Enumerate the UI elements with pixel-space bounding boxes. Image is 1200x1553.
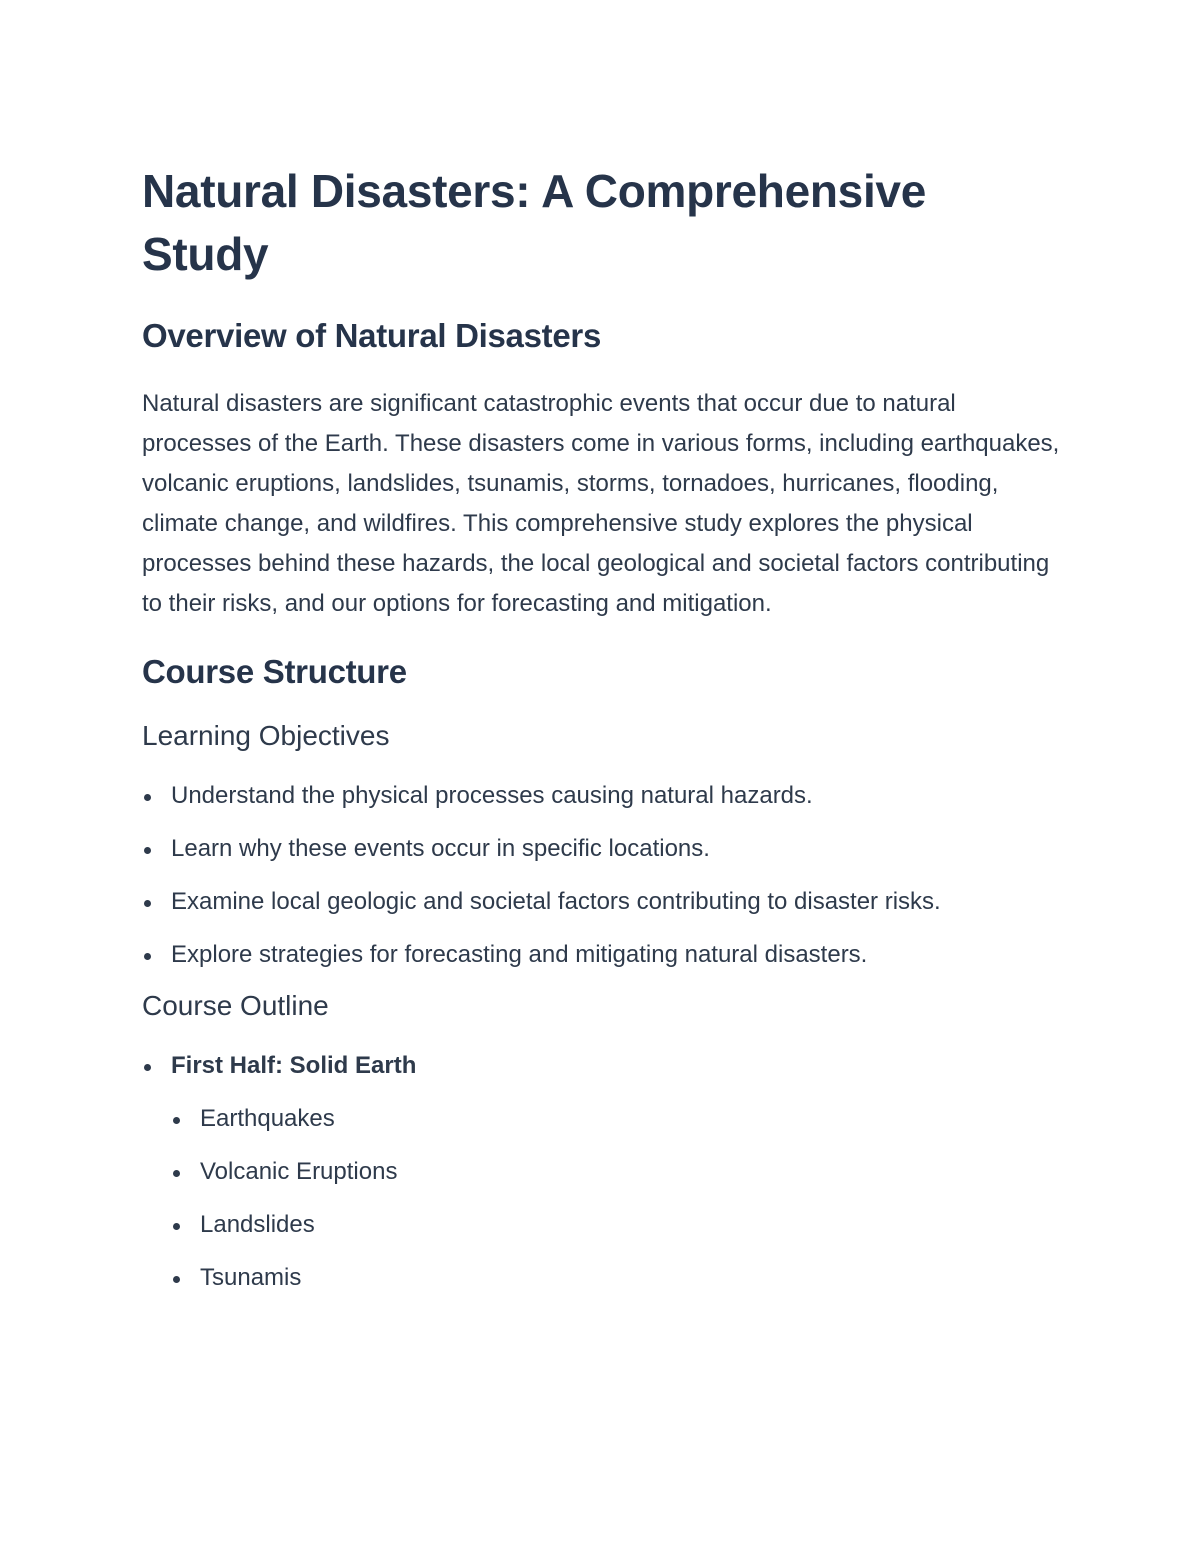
list-item-text: Earthquakes [200,1105,335,1132]
document-page [142,160,1062,1311]
course-outline-heading: Course Outline [142,990,329,1021]
list-item [171,1258,1062,1298]
list-item [142,935,1062,975]
bullet-icon [144,847,151,854]
list-item-text: Tsunamis [200,1264,302,1291]
bullet-icon [144,953,151,960]
course-structure-heading: Course Structure [142,653,407,690]
bullet-icon [173,1223,180,1230]
overview-heading: Overview of Natural Disasters [142,317,602,354]
overview-paragraph: Natural disasters are significant catastrophic events that occur due to natural processes of the Earth. These disasters come in various forms, including earthquakes, volcanic eruptions, landslides, tsunamis, storms, tornadoes, hurricanes, flooding, climate change, and wildfires. This comprehensive study explores the physical processes behind these hazards, the local geological and societal factors contributing to their risks, and our options for forecasting and mitigation. [142,390,1060,617]
outline-section-label: First Half: Solid Earth [171,1052,417,1079]
bullet-icon [144,794,151,801]
list-item-text: Examine local geologic and societal factors contributing to disaster risks. [171,888,941,915]
list-item-text: Understand the physical processes causing natural hazards. [171,782,813,809]
bullet-icon [144,900,151,907]
learning-objectives-heading: Learning Objectives [142,720,390,751]
list-item [142,829,1062,869]
bullet-icon [173,1276,180,1283]
bullet-icon [144,1064,151,1071]
list-item [171,1152,1062,1192]
bullet-icon [173,1170,180,1177]
list-item [142,882,1062,922]
list-item [171,1099,1062,1139]
list-item-text: Explore strategies for forecasting and mitigating natural disasters. [171,941,868,968]
list-item [171,1205,1062,1245]
course-outline-list [142,1046,1062,1298]
list-item-text: Volcanic Eruptions [200,1158,398,1185]
outline-sublist [171,1099,1062,1298]
list-item-text: Learn why these events occur in specific locations. [171,835,710,862]
learning-objectives-list [142,776,1062,975]
outline-section [142,1046,1062,1298]
bullet-icon [173,1117,180,1124]
document-title: Natural Disasters: A Comprehensive Study [142,165,926,280]
list-item-text: Landslides [200,1211,315,1238]
list-item [142,776,1062,816]
